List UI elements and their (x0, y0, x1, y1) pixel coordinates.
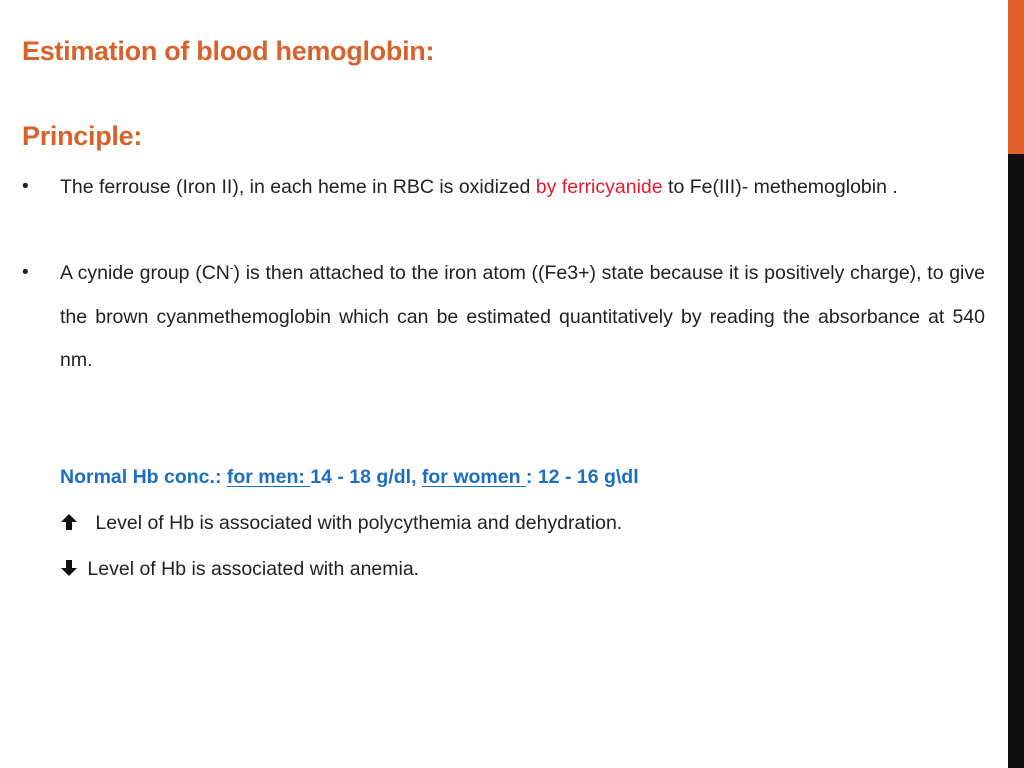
down-arrow-icon (60, 559, 78, 577)
bullet-text-part: The ferrouse (Iron II), in each heme in RBC is oxidized (60, 176, 536, 198)
men-value: 14 - 18 g/dl, (310, 466, 422, 488)
women-label: for women (421, 466, 526, 488)
bullet-text-cyanide (60, 252, 985, 383)
women-value: : 12 - 16 g\dl (525, 466, 639, 488)
high-level-line (60, 512, 622, 535)
principle-heading: Principle: (22, 121, 143, 151)
men-label: for men: (226, 466, 311, 488)
bullet-marker: • (22, 262, 29, 283)
accent-bar-dark (1008, 154, 1024, 768)
bullet-text-part: ) is then attached to the iron atom ((Fe3+) state because it is positively charge), to give the brown cyanmethemoglobin which can be estimated quantitatively by reading the absorbance at 540 nm. (60, 262, 985, 371)
normal-hb-label: Normal Hb conc.: (60, 466, 222, 488)
bullet-text-oxidation (60, 166, 985, 210)
high-level-text: Level of Hb is associated with polycythemia and dehydration. (95, 512, 623, 534)
bullet-text-part: A cynide group (CN (60, 262, 230, 284)
superscript-minus: - (229, 262, 234, 275)
slide-title: Estimation of blood hemoglobin: (22, 36, 435, 66)
bullet-marker: • (22, 176, 29, 197)
bullet-text-part: to Fe(III)- methemoglobin . (662, 176, 898, 198)
accent-bar-orange (1008, 0, 1024, 154)
highlight-ferricyanide: by ferricyanide (535, 176, 663, 198)
low-level-line (60, 558, 419, 581)
low-level-text: Level of Hb is associated with anemia. (87, 558, 420, 580)
normal-hb-line (60, 466, 639, 489)
up-arrow-icon (60, 513, 78, 531)
